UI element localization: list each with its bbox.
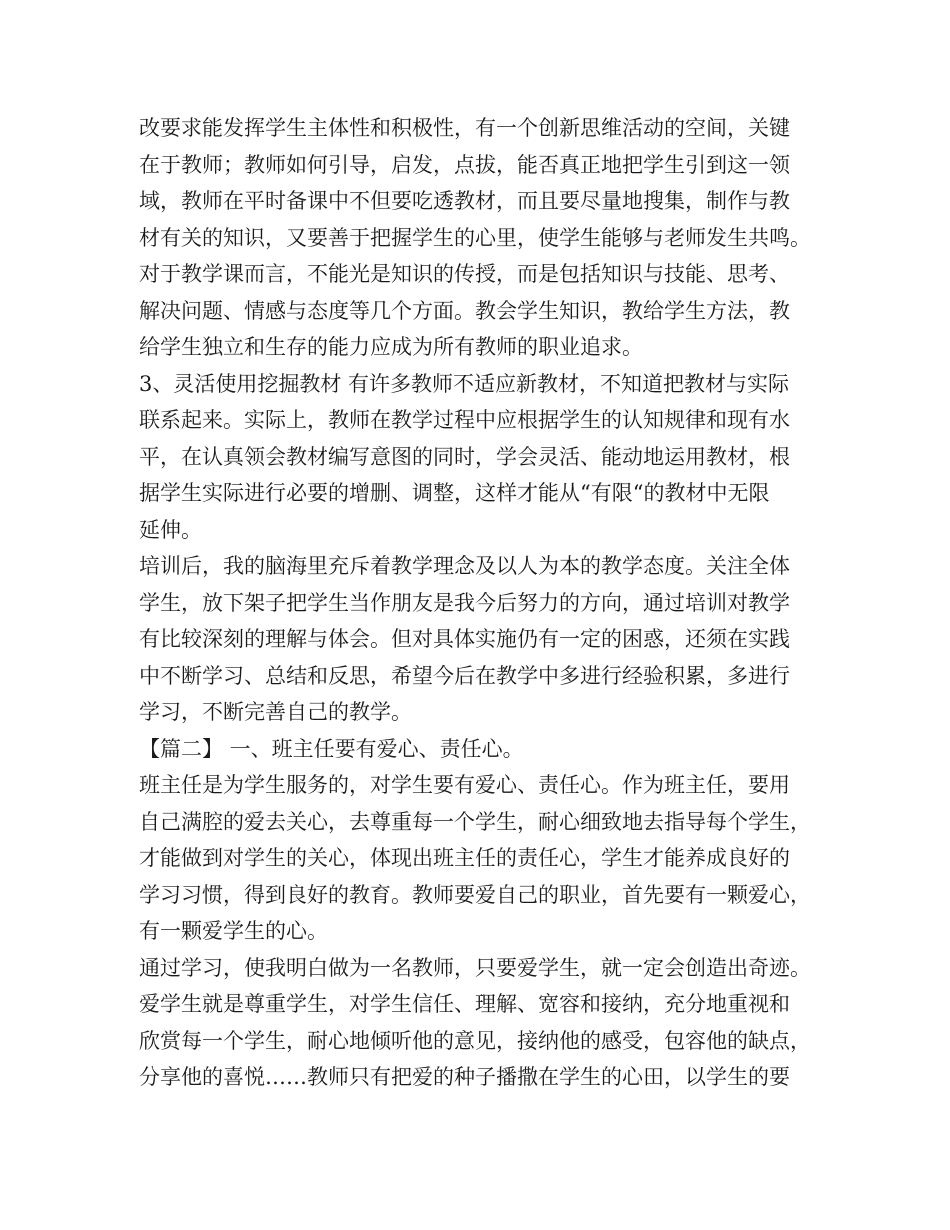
text-line: 据学生实际进行必要的增删、调整，这样才能从“有限“的教材中无限 [139,481,770,505]
text-line: 平，在认真领会教材编写意图的同时，学会灵活、能动地运用教材，根 [139,444,790,469]
section-heading-line: 3、灵活使用挖掘教材 有许多教师不适应新教材，不知道把教材与实际 [139,371,790,396]
document-body [139,110,839,1096]
text-line: 学习，不断完善自己的教学。 [139,700,412,724]
text-line: 在于教师；教师如何引导，启发，点拔，能否真正地把学生引到这一领 [139,152,790,177]
text-line: 有比较深刻的理解与体会。但对具体实施仍有一定的困惑，还须在实践 [139,627,790,651]
text-line: 自己满腔的爱去关心，去尊重每一个学生，耐心细致地去指导每个学生， [139,809,811,834]
text-line: 学生，放下架子把学生当作朋友是我今后努力的方向，通过培训对教学 [139,590,790,615]
text-line: 中不断学习、总结和反思，希望今后在教学中多进行经验积累，多进行 [139,663,790,688]
text-line: 通过学习，使我明白做为一名教师，只要爱学生，就一定会创造出奇迹。 [139,955,811,980]
text-line: 学习习惯，得到良好的教育。教师要爱自己的职业，首先要有一颗爱心， [139,882,811,907]
text-line: 才能做到对学生的关心，体现出班主任的责任心，学生才能养成良好的 [139,846,790,870]
text-line: 爱学生就是尊重学生，对学生信任、理解、宽容和接纳，充分地重视和 [139,992,790,1016]
text-line: 给学生独立和生存的能力应成为所有教师的职业追求。 [139,335,643,359]
text-line: 延伸。 [139,517,202,542]
text-line: 解决问题、情感与态度等几个方面。教会学生知识，教给学生方法，教 [139,298,790,323]
text-line: 域，教师在平时备课中不但要吃透教材，而且要尽量地搜集，制作与教 [139,189,790,213]
section-heading-line: 【篇二】 一、班主任要有爱心、责任心。 [139,736,524,761]
text-line: 欣赏每一个学生，耐心地倾听他的意见，接纳他的感受，包容他的缺点， [139,1028,811,1053]
text-line: 班主任是为学生服务的，对学生要有爱心、责任心。作为班主任，要用 [139,773,790,797]
text-line: 分享他的喜悦……教师只有把爱的种子播撒在学生的心田，以学生的要 [139,1065,790,1089]
text-line: 对于教学课而言，不能光是知识的传授，而是包括知识与技能、思考、 [139,262,790,286]
text-line: 培训后，我的脑海里充斥着教学理念及以人为本的教学态度。关注全体 [139,554,790,578]
text-line: 有一颗爱学生的心。 [139,919,328,943]
text-line: 改要求能发挥学生主体性和积极性，有一个创新思维活动的空间，关键 [139,116,790,140]
text-line: 联系起来。实际上，教师在教学过程中应根据学生的认知规律和现有水 [139,408,790,432]
text-line: 材有关的知识，又要善于把握学生的心里，使学生能够与老师发生共鸣。 [139,225,811,250]
